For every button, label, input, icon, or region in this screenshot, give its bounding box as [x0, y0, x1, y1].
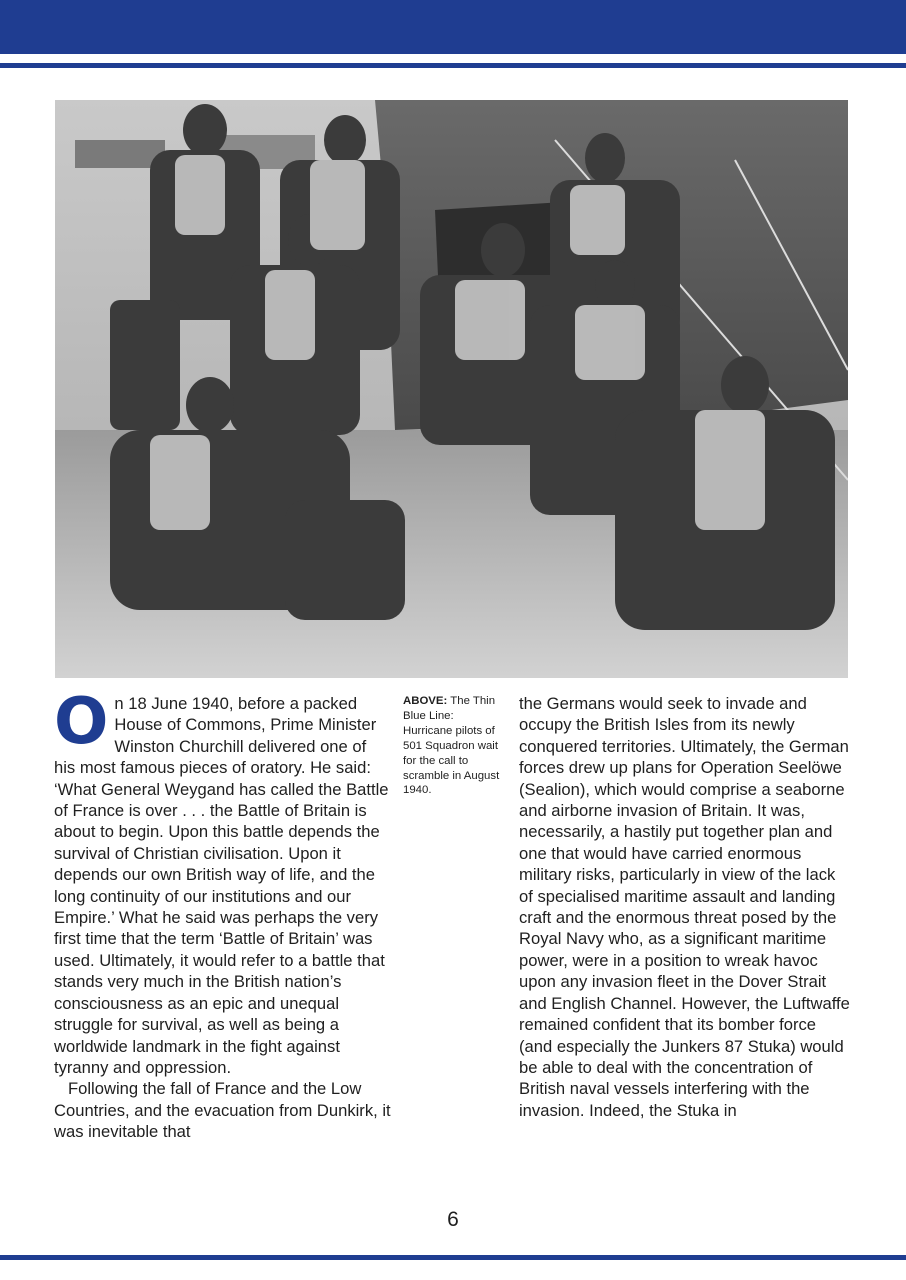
footer-rule [0, 1255, 906, 1260]
page-number: 6 [447, 1208, 459, 1231]
caption-label: ABOVE: [403, 695, 448, 707]
photo-caption [403, 694, 501, 798]
caption-text: The Thin Blue Line: Hurricane pilots of 501 Squadron wait for the call to scramble in August 1940. [403, 695, 500, 797]
pilots-photo [55, 100, 848, 678]
article-paragraph-1 [54, 685, 392, 1078]
drop-cap: O [54, 685, 109, 759]
header-rule [0, 63, 906, 68]
article-paragraph-3: the Germans would seek to invade and occupy the British Isles from its newly conquered territories. Ultimately, the German forces drew up plans for Operation Seelöwe (Sealion), which would comprise a seaborne and airborne invasion of Britain. It was, necessarily, a hastily put together plan and one that would have carried enormous military risks, particularly in view of the lack of specialised maritime assault and landing craft and the enormous threat posed by the Royal Navy who, as a significant maritime power, were in a position to wreak havoc upon any invasion fleet in the Dover Strait and English Channel. However, the Luftwaffe remained confident that its bomber force (and especially the Junkers 87 Stuka) would be able to deal with the concentration of British naval vessels interfering with the invasion. Indeed, the Stuka in [519, 694, 850, 1120]
article-column-left [54, 685, 392, 1143]
header-band [0, 0, 906, 54]
article-column-right [519, 693, 853, 1121]
paragraph-1-text: n 18 June 1940, before a packed House of Commons, Prime Minister Winston Churchill delivered one of his most famous pieces of oratory. He said: ‘What General Weygand has called the Battle of France is over . . . the Battle of Britain is about to begin. Upon this battle depends the survival of Christian civilisation. Upon it depends our own British way of life, and the long continuity of our institutions and our Empire.’ What he said was perhaps the very first time that the term ‘Battle of Britain’ was used. Ultimately, it would refer to a battle that stands very much in the British nation’s consciousness as an epic and unequal struggle for survival, as well as being a worldwide landmark in the fight against tyranny and oppression. [54, 694, 389, 1077]
article-paragraph-2: Following the fall of France and the Low Countries, and the evacuation from Dunkirk, it was inevitable that [54, 1079, 391, 1142]
